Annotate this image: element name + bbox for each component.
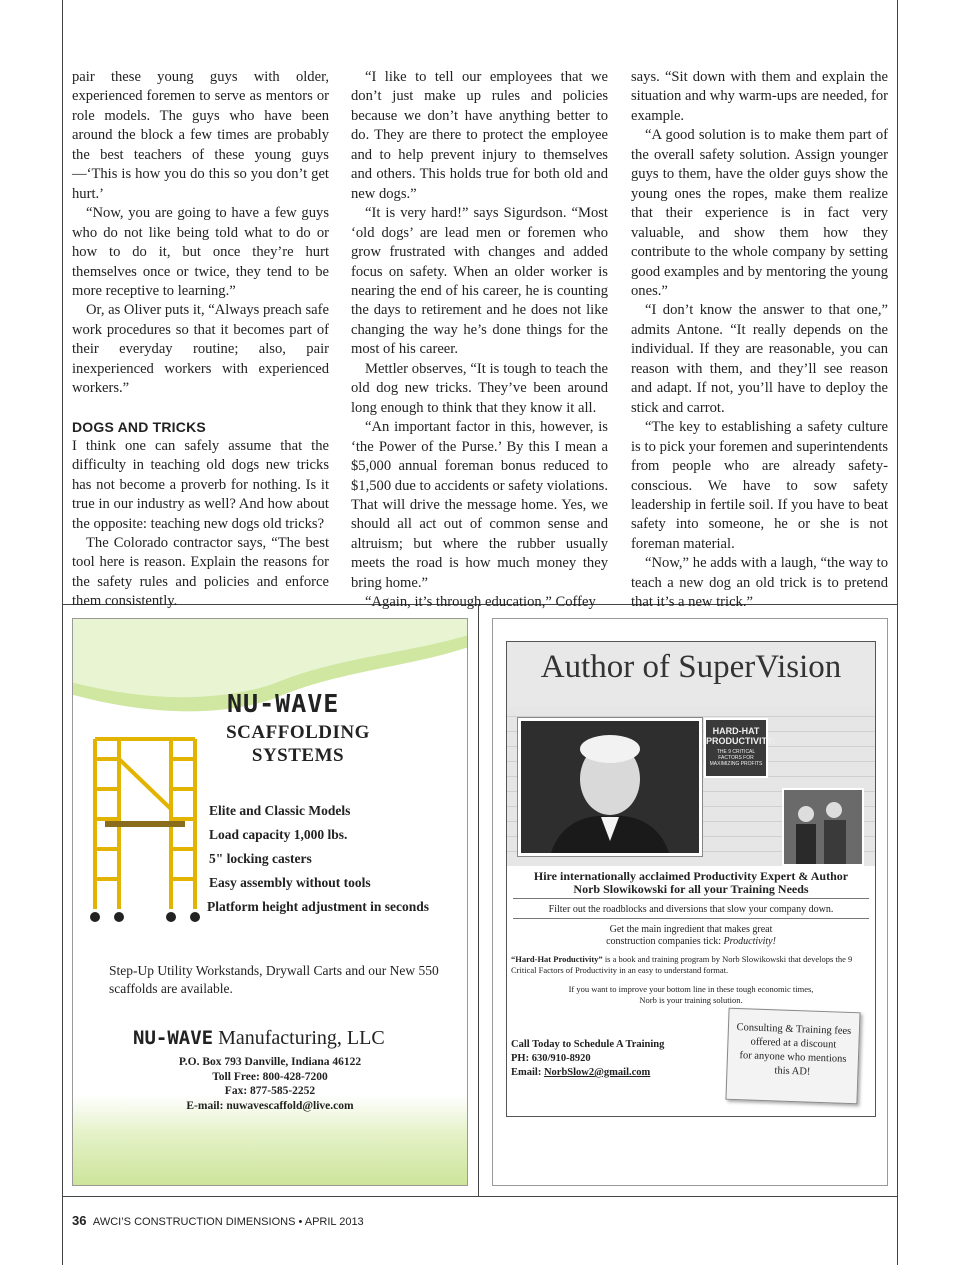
nuwave-subtitle [223, 721, 373, 767]
subtitle-line: SYSTEMS [251, 745, 345, 766]
section-heading: DOGS AND TRICKS [72, 418, 206, 435]
paragraph: Or, as Oliver puts it, “Always preach safe work procedures so that it becomes part of their everyday routine; also, pair inexperienced workers with experienced workers.” [72, 302, 329, 397]
manufacturer-suffix: Manufacturing, LLC [213, 1027, 385, 1049]
hire-line: Norb Slowikowski for all your Training Needs [573, 882, 809, 896]
note-line: offered at a discount [750, 1036, 837, 1051]
contact-block [73, 1055, 467, 1113]
paragraph: “I like to tell our employees that we don’t just make up rules and policies because we don’t have anything better to do. They are there to protect the employee and to help prevent injury to themselves and others. This holds true for both old and new dogs.” [351, 69, 608, 202]
feature-item: Platform height adjustment in seconds [207, 899, 429, 914]
paragraph: “I don’t know the answer to that one,” admits Antone. “It really depends on the individual. If they are reasonable, you can reason with them, and they’ll see reason and adapt. If not, you’ll have to deploy the stick and carrot. [631, 302, 888, 416]
workers-icon [784, 790, 862, 864]
paragraph: “The key to establishing a safety culture is to pick your foremen and superintendents from people who are already safety-conscious. We have to sow safety leadership in fertile soil. If you have to beat safety into someone, he or she is not foreman material. [631, 419, 888, 552]
improve-line: Norb is your training solution. [639, 995, 743, 1005]
hire-line: Hire internationally acclaimed Productivity Expert & Author [533, 869, 849, 883]
feature-item: Easy assembly without tools [209, 875, 371, 890]
note-line: Consulting & Training fees [736, 1022, 852, 1038]
supervision-advertisement[interactable] [492, 618, 888, 1186]
ingredient-line-text: construction companies tick: [606, 936, 724, 947]
book-cover [704, 718, 776, 778]
workers-photo-image [782, 788, 864, 866]
paragraph: “Now, you are going to have a few guys who do not like being told what to do or how to do it, but once they’re hurt themselves once or twice, they tend to be more receptive to learning.” [72, 205, 329, 299]
hire-headline [507, 870, 875, 896]
email-link[interactable]: E-mail: nuwavescaffold@live.com [186, 1099, 354, 1112]
nuwave-advertisement[interactable] [72, 618, 468, 1186]
page-number: 36 [72, 1213, 87, 1228]
discount-note [725, 1008, 860, 1105]
book-description [511, 954, 861, 976]
paragraph: I think one can safely assume that the difficulty in teaching old dogs new tricks has not become a proverb for nothing. Is it true in our industry as well? And how about the opposite: teaching new dogs old tricks? [72, 437, 329, 532]
paragraph: Mettler observes, “It is tough to teach the old dog new tricks. They’ve been around long enough to think that they know it all. [351, 360, 608, 416]
photo-collage [507, 706, 875, 866]
call-to-action: Call Today to Schedule A Training [511, 1039, 665, 1050]
stepup-text: Step-Up Utility Workstands, Drywall Carts and our New 550 scaffolds are available. [109, 963, 439, 996]
email-label: Email: [511, 1067, 544, 1078]
ad-divider-bottom [62, 1196, 898, 1197]
book-name: “Hard-Hat Productivity” [511, 954, 603, 964]
paragraph: “Now,” he adds with a laugh, “the way to teach a new dog an old trick is to pretend that it’s a new trick.” [631, 555, 888, 611]
phone-number[interactable]: PH: 630/910-8920 [511, 1053, 591, 1064]
feature-item: Elite and Classic Models [209, 803, 351, 818]
note-line: for anyone who mentions [739, 1050, 847, 1065]
ad-heading: Author of SuperVision [507, 642, 875, 707]
book-description-text: is a book and training program by Norb Slowikowski that develops the 9 Critical Factors of Productivity in an easy to understand format. [511, 954, 853, 975]
paragraph: The Colorado contractor says, “The best tool here is reason. Explain the reasons for the safety rules and policies and enforce them consistently. [72, 534, 329, 610]
ad-divider-middle [478, 604, 479, 1196]
ingredient-line [507, 936, 875, 948]
manufacturer-brand: NU-WAVE [133, 1027, 214, 1049]
call-block [511, 1038, 664, 1080]
divider [513, 898, 869, 899]
ad-frame [506, 641, 876, 1117]
article-column-3 [631, 68, 888, 613]
filter-text: Filter out the roadblocks and diversions that slow your company down. [548, 904, 834, 915]
book-title: HARD-HAT PRODUCTIVITY: [706, 726, 776, 746]
ingredient-emphasis: Productivity! [723, 936, 776, 947]
address: P.O. Box 793 Danville, Indiana 46122 [178, 1056, 362, 1068]
feature-list [209, 799, 429, 919]
scaffold-illustration-icon [85, 729, 205, 929]
paragraph: says. “Sit down with them and explain the situation and why warm-ups are needed, for example. [631, 69, 888, 124]
email-row [511, 1066, 664, 1080]
author-portrait-image [518, 718, 702, 856]
page-footer [72, 1213, 364, 1228]
manufacturer-name [133, 1027, 385, 1050]
feature-item: 5" locking casters [209, 851, 312, 866]
fax: Fax: 877-585-2252 [224, 1085, 316, 1097]
left-margin-rule [62, 0, 63, 1265]
book-subtitle: THE 9 CRITICAL FACTORS FOR MAXIMIZING PROFITS [709, 749, 763, 767]
nuwave-logo-title: NU-WAVE [227, 689, 340, 718]
ingredient-text [507, 924, 875, 948]
ingredient-line: Get the main ingredient that makes great [609, 924, 773, 935]
feature-item: Load capacity 1,000 lbs. [209, 827, 348, 842]
right-margin-rule [897, 0, 898, 1265]
article-column-1 [72, 68, 329, 612]
subtitle-line: SCAFFOLDING [226, 722, 370, 743]
paragraph: “An important factor in this, however, is ‘the Power of the Purse.’ By this I mean a $5,000 annual foreman bonus reduced to $1,500 due to accidents or safety violations. That will drive the message home. Yes, we should all act out of common sense and altruism; but where the rubber usually meets the road is how much money they bring home.” [351, 419, 608, 591]
divider [513, 918, 869, 919]
person-icon [521, 721, 699, 853]
paragraph: pair these young guys with older, experienced foremen to serve as mentors or role models. The guys who have been around the block a few times are probably the best teachers of these young guys—‘This is how you do this so you don’t get hurt.’ [72, 69, 329, 202]
email-link[interactable]: NorbSlow2@gmail.com [543, 1067, 651, 1078]
paragraph: “It is very hard!” says Sigurdson. “Most ‘old dogs’ are lead men or foremen who grow frustrated with changes and added focus on safety. When an older worker is nearing the end of his career, he is counting the days to retirement and he does not like changing the way he’s done things for the most of his career. [351, 205, 608, 358]
article-column-2 [351, 68, 608, 613]
note-line: this AD! [774, 1065, 811, 1078]
publication-line: AWCI’S CONSTRUCTION DIMENSIONS • APRIL 2013 [92, 1216, 364, 1228]
paragraph: “Again, it’s through education,” Coffey [365, 594, 596, 611]
improve-line: If you want to improve your bottom line in these tough economic times, [568, 984, 814, 994]
paragraph: “A good solution is to make them part of the overall safety solution. Assign younger guys to them, have the older guys show the young ones the ropes, make them realize that their experience is in fact very valuable, and show them how they contribute to the whole company by setting good examples and by mentoring the young ones.” [631, 127, 888, 299]
improve-text [507, 984, 875, 1006]
toll-free: Toll Free: 800-428-7200 [212, 1070, 328, 1083]
